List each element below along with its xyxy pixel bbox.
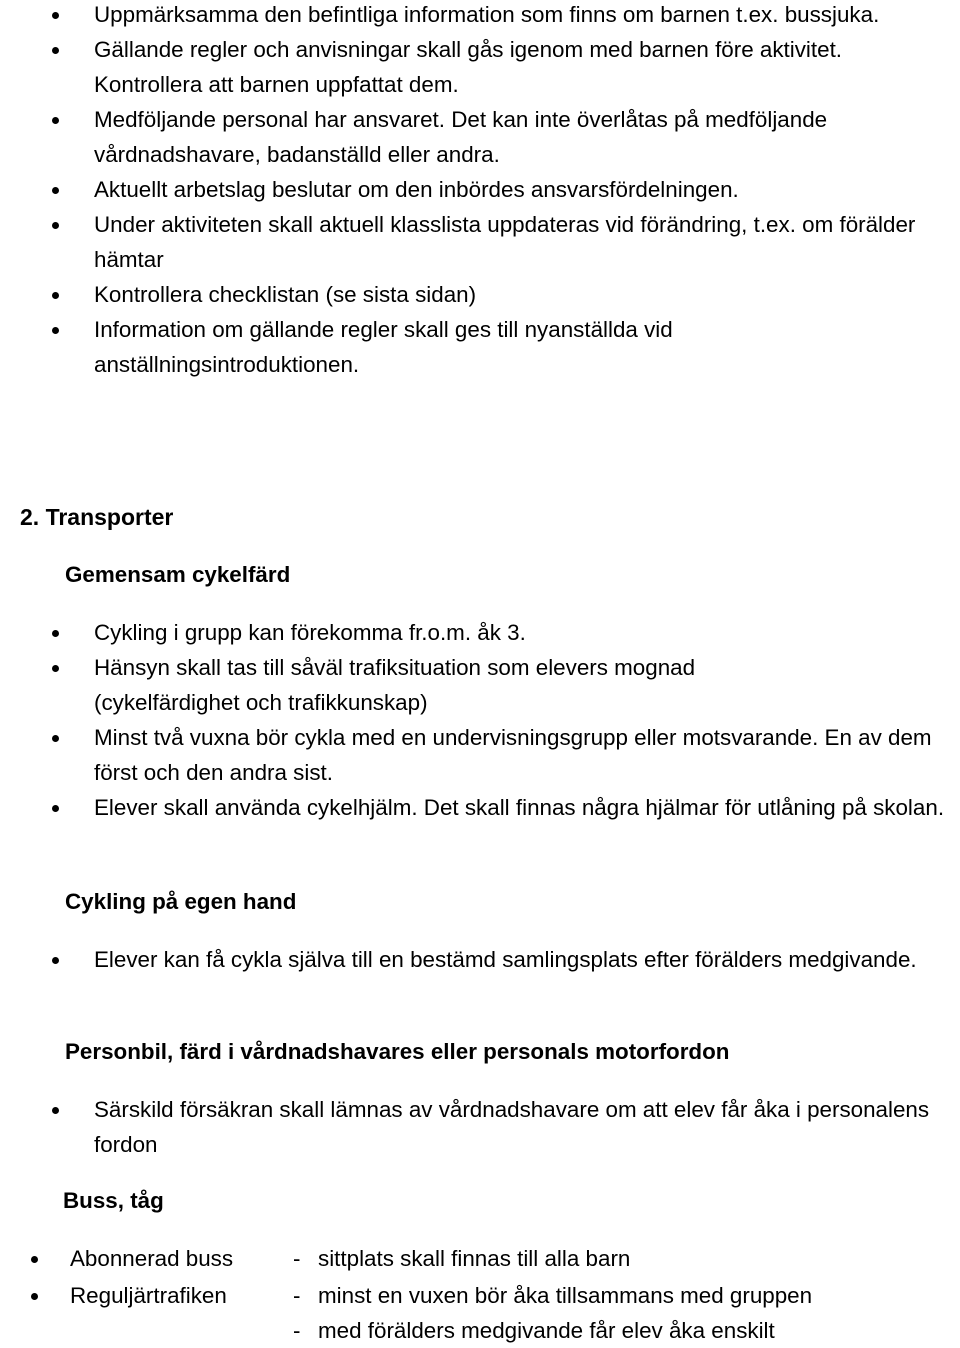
list-item-text: Aktuellt arbetslag beslutar om den inbördes ansvarsfördelningen. (94, 177, 739, 202)
list-item (0, 720, 959, 790)
subheading-cykling-egen-hand: Cykling på egen hand (65, 889, 297, 914)
list-item (0, 650, 834, 720)
buss-row-dash: - (293, 1246, 301, 1271)
bullet-icon (52, 12, 59, 19)
buss-row-description: sittplats skall finnas till alla barn (318, 1246, 631, 1271)
list-item (0, 207, 960, 277)
bullet-icon (52, 47, 59, 54)
list-item-text: Uppmärksamma den befintliga information som finns om barnen t.ex. bussjuka. (94, 2, 880, 27)
buss-row (0, 1278, 960, 1313)
list-item-text: Information om gällande regler skall ges till nyanställda vid anställningsintroduktionen. (94, 317, 673, 377)
list-item (0, 312, 824, 382)
list-item-text: Särskild försäkran skall lämnas av vårdnadshavare om att elev får åka i personalens fordon (94, 1097, 930, 1157)
list-item-text: Cykling i grupp kan förekomma fr.o.m. åk 3. (94, 620, 526, 645)
bullet-icon (52, 327, 59, 334)
list-item-text: Elever skall använda cykelhjälm. Det skall finnas några hjälmar för utlåning på skolan. (94, 795, 945, 820)
list-item-text: Gällande regler och anvisningar skall gås igenom med barnen före aktivitet. Kontrollera att barnen uppfattat dem. (94, 37, 843, 97)
bullet-icon (31, 1293, 38, 1300)
cykelfard-list (0, 615, 960, 825)
list-item (0, 102, 960, 172)
buss-row-description: med förälders medgivande får elev åka enskilt (318, 1318, 775, 1343)
bullet-icon (52, 292, 59, 299)
list-item (0, 277, 960, 312)
buss-row (0, 1241, 960, 1276)
list-item (0, 942, 934, 977)
list-item (0, 790, 960, 825)
top-bullet-list (0, 0, 960, 382)
bullet-icon (52, 222, 59, 229)
subheading-gemensam-cykelfard: Gemensam cykelfärd (65, 562, 291, 587)
list-item-text: Hänsyn skall tas till såväl trafiksituation som elevers mognad (cykelfärdighet och trafikkunskap) (94, 655, 696, 715)
list-item-text: Medföljande personal har ansvaret. Det kan inte överlåtas på medföljande vårdnadshavare, badanställd eller andra. (94, 107, 828, 167)
list-item-text: Under aktiviteten skall aktuell klasslista uppdateras vid förändring, t.ex. om förälder hämtar (94, 212, 916, 272)
buss-row-description: minst en vuxen bör åka tillsammans med gruppen (318, 1283, 813, 1308)
bullet-icon (52, 735, 59, 742)
buss-row-label: Reguljärtrafiken (70, 1283, 227, 1308)
bullet-icon (52, 805, 59, 812)
list-item-text: Elever kan få cykla själva till en bestämd samlingsplats efter förälders medgivande. (94, 947, 917, 972)
list-item (0, 615, 960, 650)
bullet-icon (52, 957, 59, 964)
list-item (0, 1092, 944, 1162)
buss-row-dash: - (293, 1318, 301, 1343)
list-item (0, 32, 910, 102)
egen-hand-list (0, 942, 960, 977)
subheading-buss-tag: Buss, tåg (63, 1188, 164, 1213)
bullet-icon (52, 1107, 59, 1114)
bullet-icon (52, 187, 59, 194)
bullet-icon (52, 117, 59, 124)
buss-row-label: Abonnerad buss (70, 1246, 234, 1271)
section-heading-transporter: 2. Transporter (20, 504, 174, 530)
list-item (0, 0, 910, 32)
list-item (0, 172, 960, 207)
bullet-icon (52, 630, 59, 637)
list-item-text: Minst två vuxna bör cykla med en undervisningsgrupp eller motsvarande. En av dem först och den andra sist. (94, 725, 932, 785)
subheading-personbil: Personbil, färd i vårdnadshavares eller personals motorfordon (65, 1039, 730, 1064)
buss-row-dash: - (293, 1283, 301, 1308)
buss-row (0, 1313, 960, 1348)
bullet-icon (52, 665, 59, 672)
list-item-text: Kontrollera checklistan (se sista sidan) (94, 282, 477, 307)
personbil-list (0, 1092, 960, 1162)
bullet-icon (31, 1256, 38, 1263)
